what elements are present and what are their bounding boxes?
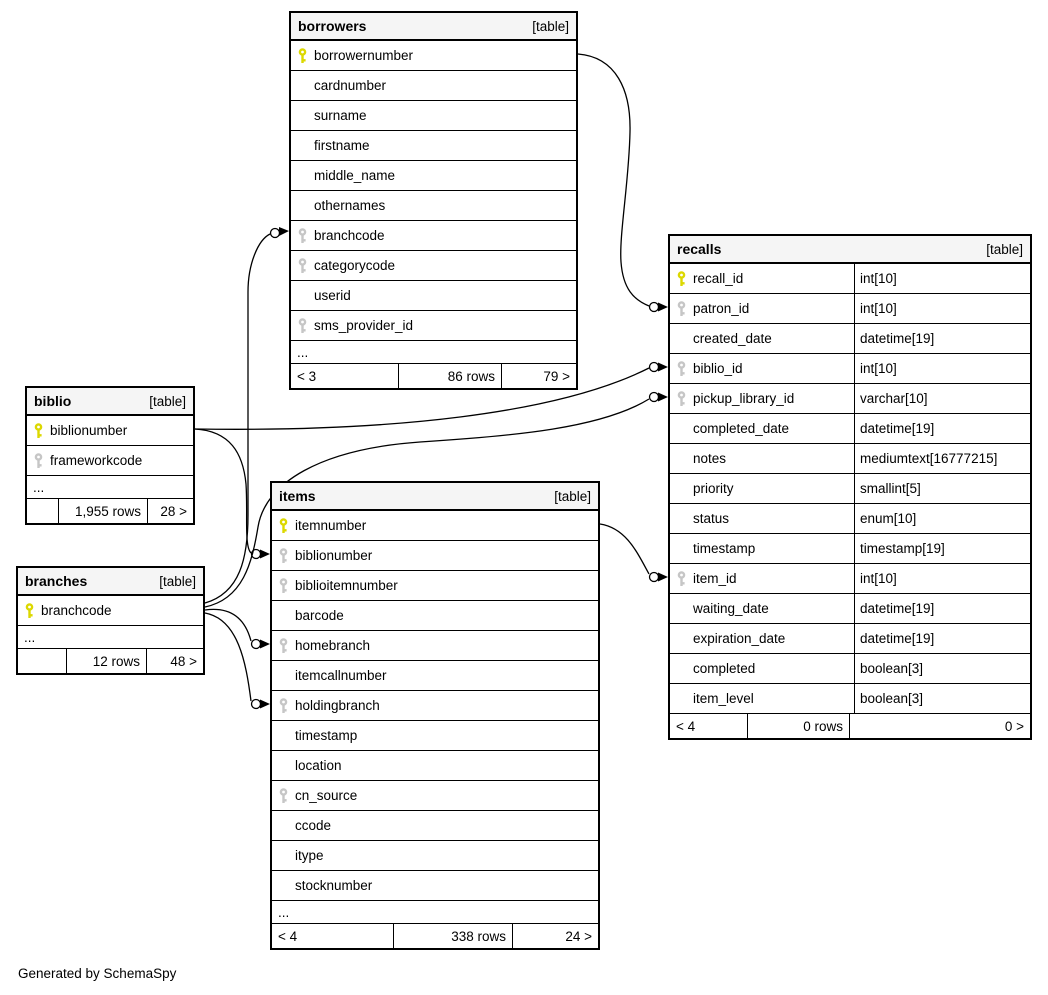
column-name: surname <box>314 108 367 123</box>
footer-children-count: < 4 <box>272 924 394 948</box>
column-type-cell <box>855 504 1030 533</box>
column-name-cell <box>291 311 576 340</box>
column-name-cell <box>670 264 855 293</box>
column-name-cell <box>272 751 598 780</box>
column-homebranch <box>272 631 598 661</box>
table-name[interactable]: branches <box>25 573 88 589</box>
table-tag: [table] <box>149 393 186 409</box>
column-name-cell <box>291 71 576 100</box>
column-cardnumber <box>291 71 576 101</box>
column-name: completed_date <box>693 421 790 436</box>
column-type-cell <box>855 414 1030 443</box>
column-name-cell <box>291 221 576 250</box>
foreign-key-icon <box>278 788 295 804</box>
column-type: boolean[3] <box>860 691 924 706</box>
column-name: biblionumber <box>50 423 128 438</box>
table-footer <box>27 499 193 523</box>
footer-children-count <box>27 499 59 523</box>
column-name: barcode <box>295 608 344 623</box>
column-name: recall_id <box>693 271 744 286</box>
footer-parents-count: 28 > <box>160 503 187 519</box>
footer-parents-count: 0 > <box>1004 718 1024 734</box>
column-cn_source <box>272 781 598 811</box>
column-name-cell <box>670 384 855 413</box>
column-expiration_date <box>670 624 1030 654</box>
column-completed <box>670 654 1030 684</box>
column-branchcode <box>291 221 576 251</box>
table-name[interactable]: biblio <box>34 393 72 409</box>
column-name-cell <box>670 294 855 323</box>
column-itemnumber <box>272 511 598 541</box>
column-name-cell <box>291 191 576 220</box>
primary-key-icon <box>676 271 693 287</box>
foreign-key-icon <box>676 391 693 407</box>
column-name: biblioitemnumber <box>295 578 398 593</box>
column-name-cell <box>291 281 576 310</box>
column-name: homebranch <box>295 638 371 653</box>
column-type-cell <box>855 324 1030 353</box>
column-timestamp <box>670 534 1030 564</box>
column-name-cell <box>670 594 855 623</box>
column-notes <box>670 444 1030 474</box>
table-branches[interactable] <box>16 566 205 675</box>
footer-parents-count: 24 > <box>565 928 592 944</box>
column-name-cell <box>670 414 855 443</box>
column-name-cell <box>670 624 855 653</box>
column-name: categorycode <box>314 258 396 273</box>
footer-parents-count: 79 > <box>543 368 570 384</box>
column-categorycode <box>291 251 576 281</box>
column-type-cell <box>855 474 1030 503</box>
column-middle_name <box>291 161 576 191</box>
column-userid <box>291 281 576 311</box>
column-recall_id <box>670 264 1030 294</box>
column-type-cell <box>855 654 1030 683</box>
column-biblio_id <box>670 354 1030 384</box>
column-name: expiration_date <box>693 631 786 646</box>
table-footer <box>670 714 1030 738</box>
more-columns-ellipsis: ... <box>27 476 193 499</box>
edge-items-recalls-item-id <box>600 524 668 582</box>
footer-row-count: 86 rows <box>399 364 502 388</box>
foreign-key-icon <box>676 361 693 377</box>
column-frameworkcode <box>27 446 193 476</box>
column-name: borrowernumber <box>314 48 414 63</box>
column-type-cell <box>855 564 1030 593</box>
column-type: smallint[5] <box>860 481 921 496</box>
foreign-key-icon <box>278 698 295 714</box>
column-ccode <box>272 811 598 841</box>
column-itype <box>272 841 598 871</box>
foreign-key-icon <box>297 318 314 334</box>
column-name: cn_source <box>295 788 358 803</box>
column-name-cell <box>27 416 193 445</box>
table-footer <box>18 649 203 673</box>
column-name-cell <box>272 841 598 870</box>
column-type-cell <box>855 384 1030 413</box>
more-columns-ellipsis: ... <box>272 901 598 924</box>
column-type: enum[10] <box>860 511 917 526</box>
column-type-cell <box>855 624 1030 653</box>
foreign-key-icon <box>676 301 693 317</box>
column-itemcallnumber <box>272 661 598 691</box>
column-othernames <box>291 191 576 221</box>
column-biblionumber <box>272 541 598 571</box>
column-name-cell <box>670 564 855 593</box>
column-name-cell <box>670 654 855 683</box>
table-name[interactable]: recalls <box>677 241 722 257</box>
column-name: patron_id <box>693 301 750 316</box>
primary-key-icon <box>278 518 295 534</box>
edge-borrowers-recalls-patron-id <box>578 54 668 312</box>
column-type-cell <box>855 594 1030 623</box>
column-surname <box>291 101 576 131</box>
column-type: int[10] <box>860 271 897 286</box>
column-name-cell <box>272 541 598 570</box>
column-name: middle_name <box>314 168 396 183</box>
column-name: biblio_id <box>693 361 743 376</box>
column-name: completed <box>693 661 756 676</box>
table-header-branches <box>18 568 203 596</box>
foreign-key-icon <box>33 453 50 469</box>
column-barcode <box>272 601 598 631</box>
table-tag: [table] <box>554 488 591 504</box>
column-type: varchar[10] <box>860 391 928 406</box>
column-biblionumber <box>27 416 193 446</box>
table-tag: [table] <box>159 573 196 589</box>
column-name: notes <box>693 451 727 466</box>
column-name: timestamp <box>295 728 358 743</box>
column-completed_date <box>670 414 1030 444</box>
column-name-cell <box>670 534 855 563</box>
foreign-key-icon <box>278 638 295 654</box>
column-holdingbranch <box>272 691 598 721</box>
footer-row-count: 1,955 rows <box>59 499 148 523</box>
column-type-cell <box>855 684 1030 713</box>
column-name: branchcode <box>314 228 385 243</box>
column-name: itype <box>295 848 324 863</box>
edge-branches-items-holdingbranch <box>205 613 270 709</box>
table-footer <box>272 924 598 948</box>
column-name: holdingbranch <box>295 698 380 713</box>
table-header-recalls <box>670 236 1030 264</box>
footer-children-count: < 4 <box>670 714 748 738</box>
column-type: datetime[19] <box>860 421 935 436</box>
table-borrowers[interactable] <box>289 11 578 390</box>
column-name-cell <box>291 131 576 160</box>
column-name-cell <box>670 684 855 713</box>
column-type-cell <box>855 354 1030 383</box>
column-name: userid <box>314 288 351 303</box>
column-name: frameworkcode <box>50 453 143 468</box>
column-name-cell <box>272 721 598 750</box>
table-recalls[interactable] <box>668 234 1032 740</box>
column-name-cell <box>272 571 598 600</box>
column-name: firstname <box>314 138 370 153</box>
column-type: datetime[19] <box>860 601 935 616</box>
column-name-cell <box>670 354 855 383</box>
column-name-cell <box>272 781 598 810</box>
column-name-cell <box>670 474 855 503</box>
column-name-cell <box>27 446 193 475</box>
column-borrowernumber <box>291 41 576 71</box>
edge-biblio-items-biblionumber <box>195 429 270 559</box>
column-pickup_library_id <box>670 384 1030 414</box>
column-name-cell <box>670 324 855 353</box>
column-name: biblionumber <box>295 548 373 563</box>
column-item_level <box>670 684 1030 714</box>
table-name[interactable]: borrowers <box>298 18 367 34</box>
column-status <box>670 504 1030 534</box>
footer-row-count: 0 rows <box>748 714 850 738</box>
column-location <box>272 751 598 781</box>
primary-key-icon <box>24 603 41 619</box>
column-name: itemnumber <box>295 518 367 533</box>
column-type-cell <box>855 444 1030 473</box>
table-name[interactable]: items <box>279 488 316 504</box>
column-name: status <box>693 511 730 526</box>
foreign-key-icon <box>676 571 693 587</box>
foreign-key-icon <box>278 578 295 594</box>
column-name: item_id <box>693 571 737 586</box>
column-name: othernames <box>314 198 386 213</box>
column-firstname <box>291 131 576 161</box>
column-priority <box>670 474 1030 504</box>
table-header-borrowers <box>291 13 576 41</box>
more-columns-ellipsis: ... <box>291 341 576 364</box>
column-name-cell <box>291 101 576 130</box>
foreign-key-icon <box>297 228 314 244</box>
more-columns-ellipsis: ... <box>18 626 203 649</box>
column-type: datetime[19] <box>860 631 935 646</box>
column-timestamp <box>272 721 598 751</box>
generated-by-note: Generated by SchemaSpy <box>18 966 177 981</box>
column-name: branchcode <box>41 603 112 618</box>
column-type: boolean[3] <box>860 661 924 676</box>
column-name: cardnumber <box>314 78 387 93</box>
column-name-cell <box>272 631 598 660</box>
column-name: created_date <box>693 331 772 346</box>
foreign-key-icon <box>297 258 314 274</box>
column-name-cell <box>272 691 598 720</box>
column-created_date <box>670 324 1030 354</box>
primary-key-icon <box>297 48 314 64</box>
column-type: int[10] <box>860 361 897 376</box>
column-biblioitemnumber <box>272 571 598 601</box>
column-name-cell <box>272 811 598 840</box>
column-name-cell <box>670 444 855 473</box>
column-name: itemcallnumber <box>295 668 387 683</box>
column-name: sms_provider_id <box>314 318 414 333</box>
column-name-cell <box>272 511 598 540</box>
footer-parents-count: 48 > <box>170 653 197 669</box>
column-name: priority <box>693 481 734 496</box>
column-item_id <box>670 564 1030 594</box>
column-name-cell <box>18 596 203 625</box>
table-header-items <box>272 483 598 511</box>
column-type: int[10] <box>860 301 897 316</box>
column-name-cell <box>291 161 576 190</box>
column-type-cell <box>855 264 1030 293</box>
column-type-cell <box>855 534 1030 563</box>
column-name: ccode <box>295 818 332 833</box>
footer-children-count <box>18 649 67 673</box>
column-patron_id <box>670 294 1030 324</box>
column-name-cell <box>272 871 598 900</box>
column-type: int[10] <box>860 571 897 586</box>
column-name: stocknumber <box>295 878 373 893</box>
column-stocknumber <box>272 871 598 901</box>
table-footer <box>291 364 576 388</box>
column-name: location <box>295 758 342 773</box>
column-type: timestamp[19] <box>860 541 945 556</box>
footer-children-count: < 3 <box>291 364 399 388</box>
table-header-biblio <box>27 388 193 416</box>
column-name-cell <box>291 41 576 70</box>
column-waiting_date <box>670 594 1030 624</box>
column-name-cell <box>670 504 855 533</box>
column-type-cell <box>855 294 1030 323</box>
column-name: timestamp <box>693 541 756 556</box>
column-type: datetime[19] <box>860 331 935 346</box>
foreign-key-icon <box>278 548 295 564</box>
table-biblio[interactable] <box>25 386 195 525</box>
column-name-cell <box>272 661 598 690</box>
column-name-cell <box>291 251 576 280</box>
table-tag: [table] <box>986 241 1023 257</box>
column-name-cell <box>272 601 598 630</box>
column-name: item_level <box>693 691 754 706</box>
column-name: pickup_library_id <box>693 391 795 406</box>
table-tag: [table] <box>532 18 569 34</box>
column-branchcode <box>18 596 203 626</box>
column-sms_provider_id <box>291 311 576 341</box>
table-items[interactable] <box>270 481 600 950</box>
footer-row-count: 338 rows <box>394 924 513 948</box>
footer-row-count: 12 rows <box>67 649 147 673</box>
column-name: waiting_date <box>693 601 769 616</box>
primary-key-icon <box>33 423 50 439</box>
column-type: mediumtext[16777215] <box>860 451 998 466</box>
